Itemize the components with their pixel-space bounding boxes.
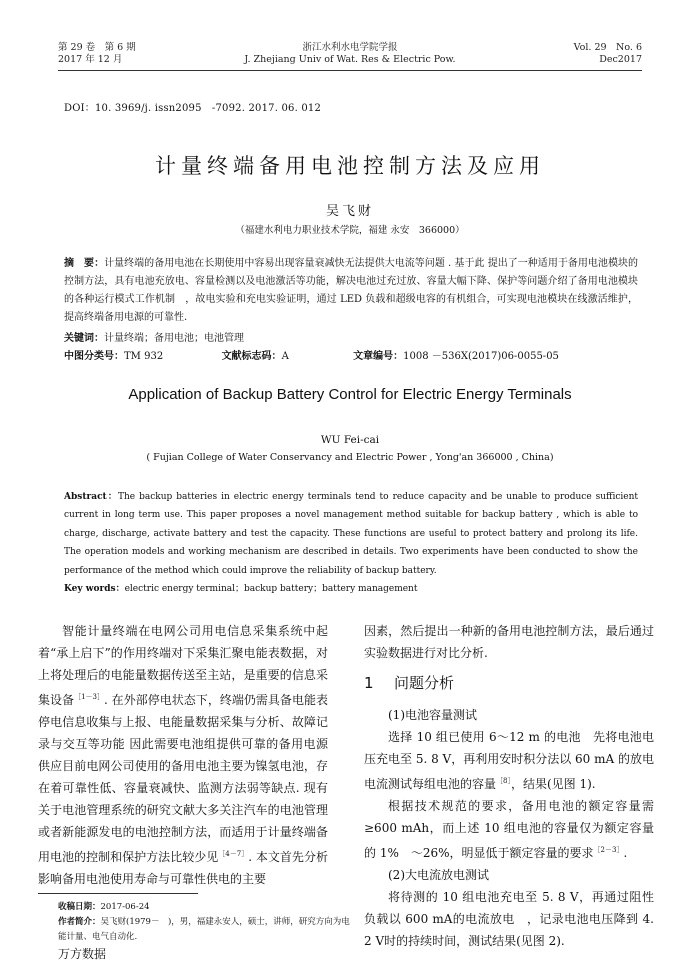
author-cn: 吴飞财 bbox=[325, 204, 374, 219]
abstract-cn-label: 摘 要： bbox=[64, 258, 105, 269]
body-paragraph bbox=[364, 726, 654, 795]
citation: ［8］ bbox=[496, 777, 511, 785]
section-heading bbox=[364, 672, 654, 694]
body-text: 根据技术规范的要求，备用电池的额定容量需≥600 mAh，而上述 10 组电池的容量仅为额定容量的 1% ～26%，明显低于额定容量的要求 bbox=[364, 799, 654, 860]
footnote-received bbox=[58, 900, 358, 915]
article-no-value: 1008 －536X(2017)06-0055-05 bbox=[403, 351, 559, 362]
keywords-en bbox=[64, 580, 638, 598]
keywords-cn-text: 计量终端；备用电池；电池管理 bbox=[104, 333, 244, 344]
journal-en: J. Zhejiang Univ of Wat. Res & Electric Pow. bbox=[244, 54, 456, 65]
subheading: (2)大电流放电测试 bbox=[388, 868, 489, 882]
clc-value: TM 932 bbox=[124, 351, 164, 362]
affiliation-cn: （福建水利电力职业技术学院，福建 永安 366000） bbox=[235, 225, 465, 236]
body-left-column bbox=[38, 620, 328, 890]
keywords-cn-label: 关键词： bbox=[64, 333, 104, 344]
volume-cn: 第 29 卷 第 6 期 bbox=[58, 42, 136, 53]
citation: ［1－3］ bbox=[74, 693, 105, 701]
abstract-cn-text: 计量终端的备用电池在长期使用中容易出现容量衰减快无法提供大电流等问题 . 基于此 提出了一种适用于备用电池模块的控制方法，具有电池充放电、容量检测以及电池激活等功能，解决电池过充过放、容量大幅下降、保护等问题介绍了备用电池模块的各种运行模式工作机制 ，故电实验和充电实验证明，通过 LED 负载和超级电容的有机组合，可实现电池模块在线激活维护，提高终端备用电源的可靠性. bbox=[64, 258, 639, 323]
author-en: WU Fei-cai bbox=[320, 434, 380, 446]
footnote-author bbox=[58, 915, 358, 945]
section-number: 1 bbox=[364, 674, 374, 692]
header-rule bbox=[58, 70, 642, 71]
header-right bbox=[574, 42, 642, 66]
received-value: 2017-06-24 bbox=[100, 902, 150, 912]
body-text: ，结果(见图 1). bbox=[510, 777, 596, 791]
article-no-label: 文章编号： bbox=[353, 351, 404, 362]
abstract-en bbox=[64, 488, 638, 580]
clc-label: 中图分类号： bbox=[64, 351, 124, 362]
doc-code-label: 文献标志码： bbox=[221, 351, 282, 362]
date-en: Dec2017 bbox=[599, 54, 642, 65]
watermark: 万方数据 bbox=[58, 947, 107, 961]
body-paragraph bbox=[364, 795, 654, 864]
doi: DOI：10. 3969/j. issn2095 -7092. 2017. 06. 012 bbox=[64, 103, 322, 114]
doc-code-value: A bbox=[281, 351, 289, 362]
title-cn: 计量终端备用电池控制方法及应用 bbox=[155, 154, 545, 178]
section-title: 问题分析 bbox=[394, 674, 455, 692]
keywords-cn bbox=[64, 330, 638, 348]
author-bio-label: 作者简介： bbox=[58, 917, 101, 927]
keywords-en-text: electric energy terminal；backup battery；battery management bbox=[124, 584, 418, 594]
body-text: . bbox=[623, 846, 628, 860]
abstract-en-label: Abstract： bbox=[64, 492, 118, 502]
classification-line bbox=[64, 348, 638, 366]
body-paragraph: 将待测的 10 组电池充电至 5. 8 V，再通过阻性负载以 600 mA的电流放电 ，记录电池电压降到 4. 2 V时的持续时间，测试结果(见图 2). bbox=[364, 890, 654, 948]
title-en: Application of Backup Battery Control for Electric Energy Terminals bbox=[128, 386, 572, 403]
body-paragraph: 因素，然后提出一种新的备用电池控制方法，最后通过实验数据进行对比分析. bbox=[364, 624, 654, 660]
citation: ［2－3］ bbox=[593, 846, 624, 854]
subheading: (1)电池容量测试 bbox=[388, 708, 477, 722]
body-right-column bbox=[364, 620, 654, 952]
journal-cn: 浙江水利水电学院学报 bbox=[302, 42, 398, 53]
body-text: 选择 10 组已使用 6～12 m 的电池 先将电池电压充电至 5. 8 V，再利用安时积分法以 60 mA 的放电电流测试每组电池的容量 bbox=[364, 730, 654, 791]
body-paragraph bbox=[38, 620, 328, 890]
date-cn: 2017 年 12 月 bbox=[58, 54, 123, 65]
body-text: 智能计量终端在电网公司用电信息采集系统中起着“承上启下”的作用终端对下采集汇聚电能表数据，对上将处理后的电能量数据传送至主站，是重要的信息采集设备 bbox=[38, 624, 328, 707]
footnote-rule bbox=[38, 893, 198, 894]
affiliation-en: ( Fujian College of Water Conservancy and Electric Power , Yong'an 366000 , China) bbox=[146, 452, 554, 463]
body-text: . 本文首先分析影响备用电池使用寿命与可靠性供电的主要 bbox=[38, 850, 328, 886]
abstract-en-text: The backup batteries in electric energy terminals tend to reduce capacity and be unable to produce sufficient current in long term use. This paper proposes a novel management method suitable for backup battery , which is able to charge, discharge, activate battery and test the capacity. These functions are useful to protect battery and prolong its life. The operation models and working mechanism are described in details. Two experiments have been conducted to show the performance of the method which could improve the reliability of backup battery. bbox=[64, 492, 638, 576]
citation: ［4－7］ bbox=[218, 850, 249, 858]
abstract-cn bbox=[64, 255, 638, 327]
received-label: 收稿日期： bbox=[58, 902, 101, 912]
body-text: . 在外部停电状态下，终端仍需具备电能表停电信息收集与上报、电能量数据采集与分析、故障记录与交互等功能 因此需要电池组提供可靠的备用电源供应目前电网公司使用的备用电池主要为镍氢电池，存在着可靠性低、容量衰减快、监测方法弱等缺点. 现有关于电池管理系统的研究文献大多关注汽车的电池管理或者新能源发电的电池控制方法，而适用于计量终端备用电池的控制和保护方法比较少见 bbox=[38, 693, 328, 864]
author-bio-value: 吴飞财(1979－ )，男，福建永安人，硕士，讲师，研究方向为电能计量、电气自动化. bbox=[58, 917, 350, 942]
volume-en: Vol. 29 No. 6 bbox=[573, 42, 642, 53]
keywords-en-label: Key words： bbox=[64, 584, 125, 594]
